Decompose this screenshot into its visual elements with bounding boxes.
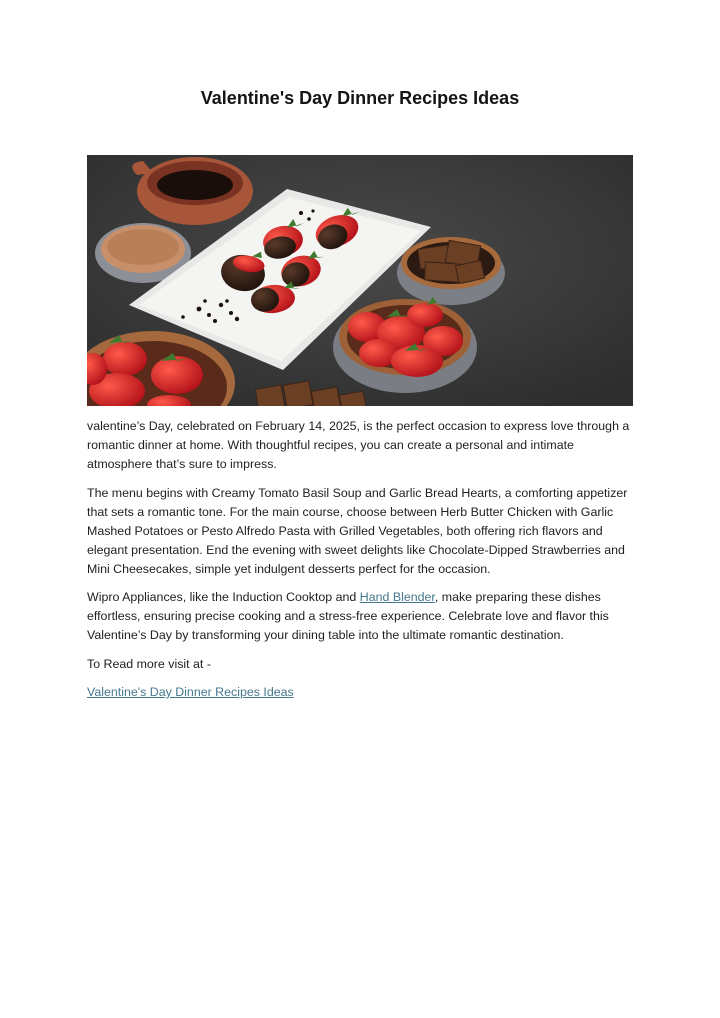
read-more-link[interactable]: Valentine's Day Dinner Recipes Ideas [87,685,294,699]
appliances-text-before: Wipro Appliances, like the Induction Cooktop and [87,590,360,604]
chocolate-bowl [397,237,505,305]
intro-paragraph: valentine’s Day, celebrated on February 14, 2025, is the perfect occasion to express love through a romantic dinner at home. With thoughtful recipes, you can create a personal and intimate atmosphere that’s sure to impress. [87,419,630,471]
appliances-text-after: , make preparing these dishes effortless, ensuring precise cooking and a stress-free experience. Celebrate love and flavor this Valentine’s Day by transforming your dining table into the ultimate romantic destination. [87,590,609,642]
read-more-label: To Read more visit at - [87,656,211,671]
appliances-paragraph [87,588,633,645]
read-more-paragraph [87,683,633,702]
hero-image [87,155,633,406]
article-body [87,417,633,712]
menu-paragraph: The menu begins with Creamy Tomato Basil Soup and Garlic Bread Hearts, a comforting appetizer that sets a romantic tone. For the main course, choose between Herb Butter Chicken with Garlic Mashed Potatoes or Pesto Alfredo Pasta with Grilled Vegetables, both offering rich flavors and elegant presentation. End the evening with sweet delights like Chocolate-Dipped Strawberries and Mini Cheesecakes, simple yet indulgent desserts perfect for the occasion. [87,485,628,576]
hand-blender-link[interactable]: Hand Blender [359,590,435,604]
page-title: Valentine's Day Dinner Recipes Ideas [200,88,520,108]
